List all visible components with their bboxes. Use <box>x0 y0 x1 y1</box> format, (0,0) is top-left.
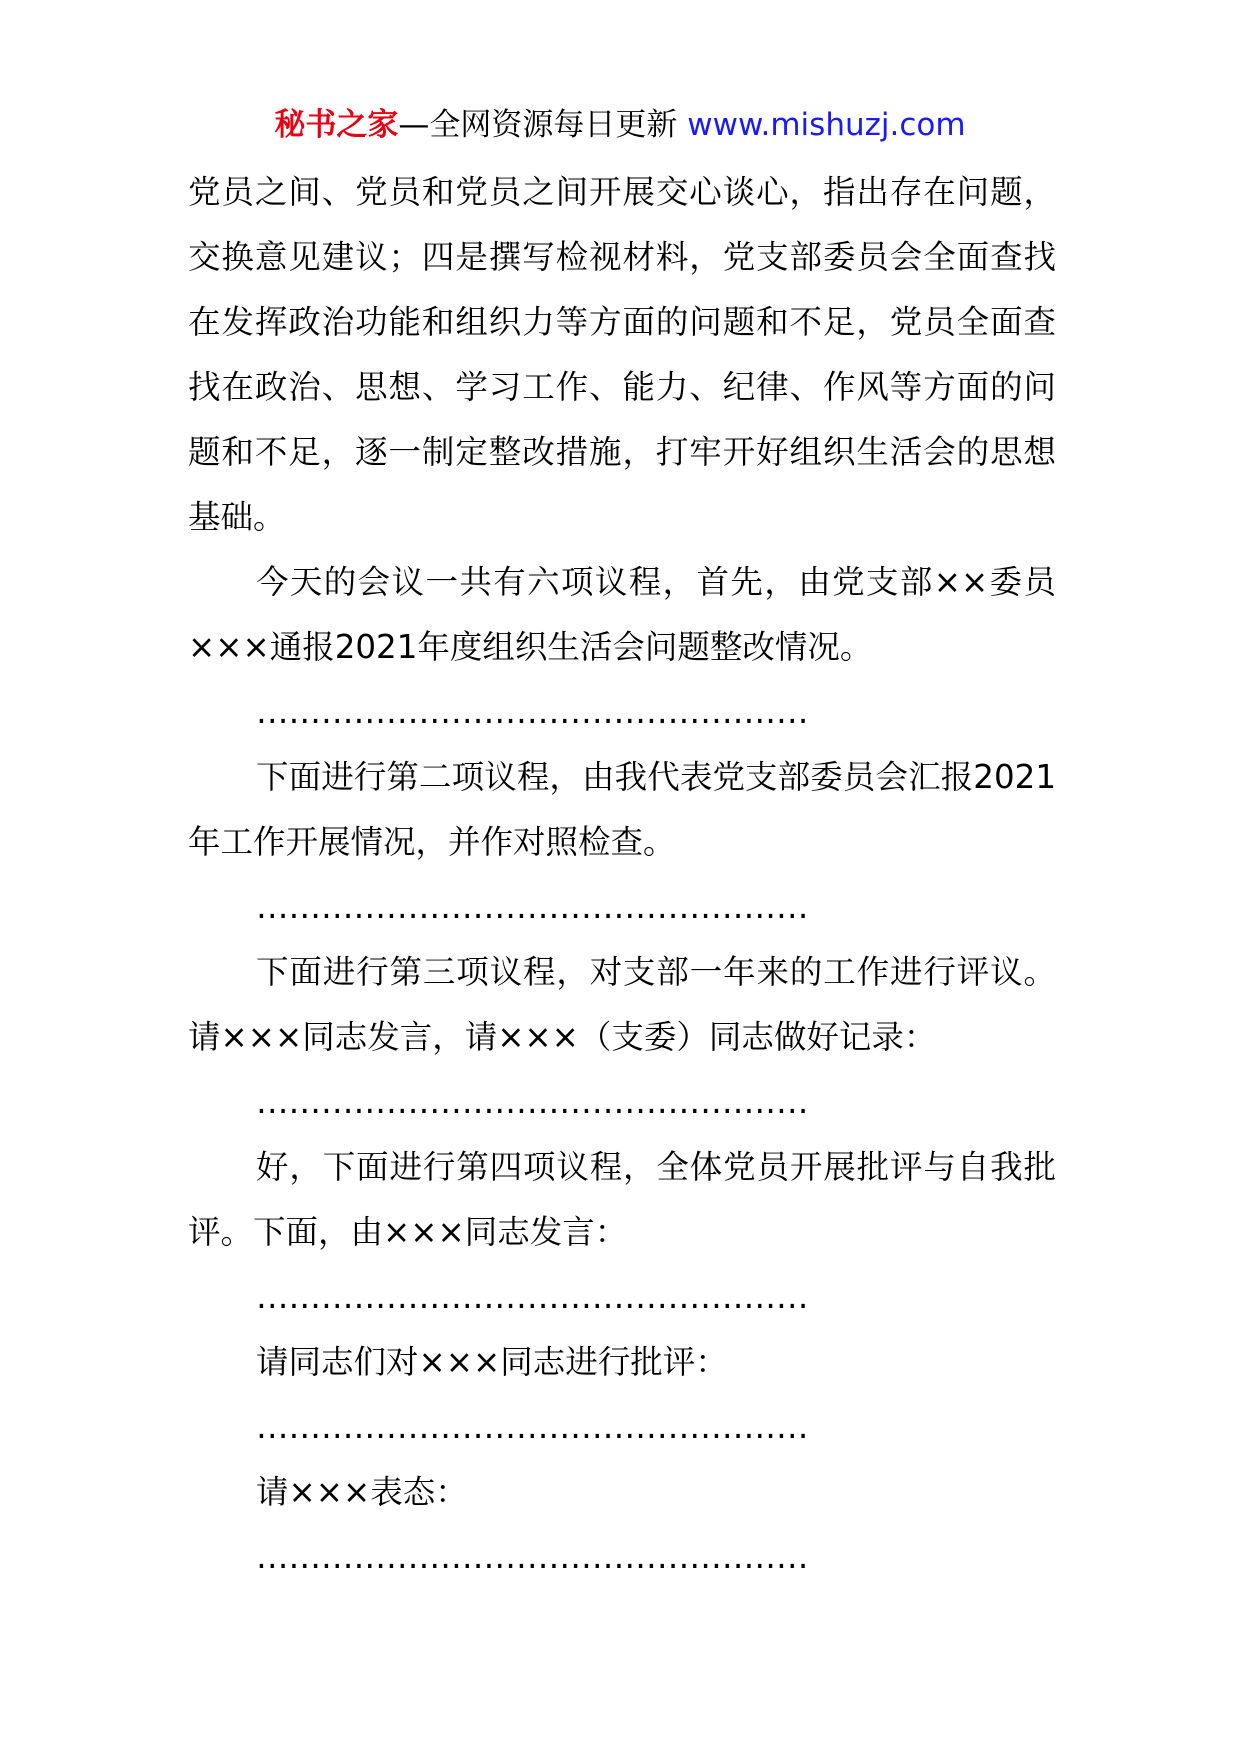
paragraph-agenda-4: 好，下面进行第四项议程，全体党员开展批评与自我批评。下面，由×××同志发言： <box>188 1148 1056 1251</box>
paragraph-agenda-intro: 今天的会议一共有六项议程，首先，由党支部××委员×××通报2021年度组织生活会问题整改情况。 <box>188 563 1056 666</box>
paragraph-agenda-2: 下面进行第二项议程，由我代表党支部委员会汇报2021年工作开展情况，并作对照检查。 <box>188 758 1056 861</box>
paragraph-continued: 党员之间、党员和党员之间开展交心谈心，指出存在问题，交换意见建议；四是撰写检视材料，党支部委员会全面查找在发挥政治功能和组织力等方面的问题和不足，党员全面查找在政治、思想、学习工作、能力、纪律、作风等方面的问题和不足，逐一制定整改措施，打牢开好组织生活会的思想基础。 <box>188 173 1056 536</box>
brand-name: 秘书之家 <box>274 107 399 143</box>
page-header <box>0 100 1240 150</box>
site-url[interactable]: www.mishuzj.com <box>687 107 966 143</box>
ellipsis-line: …………………………………………… <box>256 1408 809 1446</box>
ellipsis-line: …………………………………………… <box>256 1278 809 1316</box>
paragraph-criticism-request: 请同志们对×××同志进行批评： <box>256 1343 728 1381</box>
ellipsis-line: …………………………………………… <box>256 693 809 731</box>
ellipsis-line: …………………………………………… <box>256 1083 809 1121</box>
document-body <box>188 160 1056 1590</box>
paragraph-agenda-3: 下面进行第三项议程，对支部一年来的工作进行评议。请×××同志发言，请×××（支委）同志做好记录： <box>188 953 1056 1056</box>
paragraph-statement-request: 请×××表态： <box>256 1473 468 1511</box>
ellipsis-line: …………………………………………… <box>256 888 809 926</box>
header-tagline: —全网资源每日更新 <box>398 107 688 143</box>
ellipsis-line: …………………………………………… <box>256 1538 809 1576</box>
